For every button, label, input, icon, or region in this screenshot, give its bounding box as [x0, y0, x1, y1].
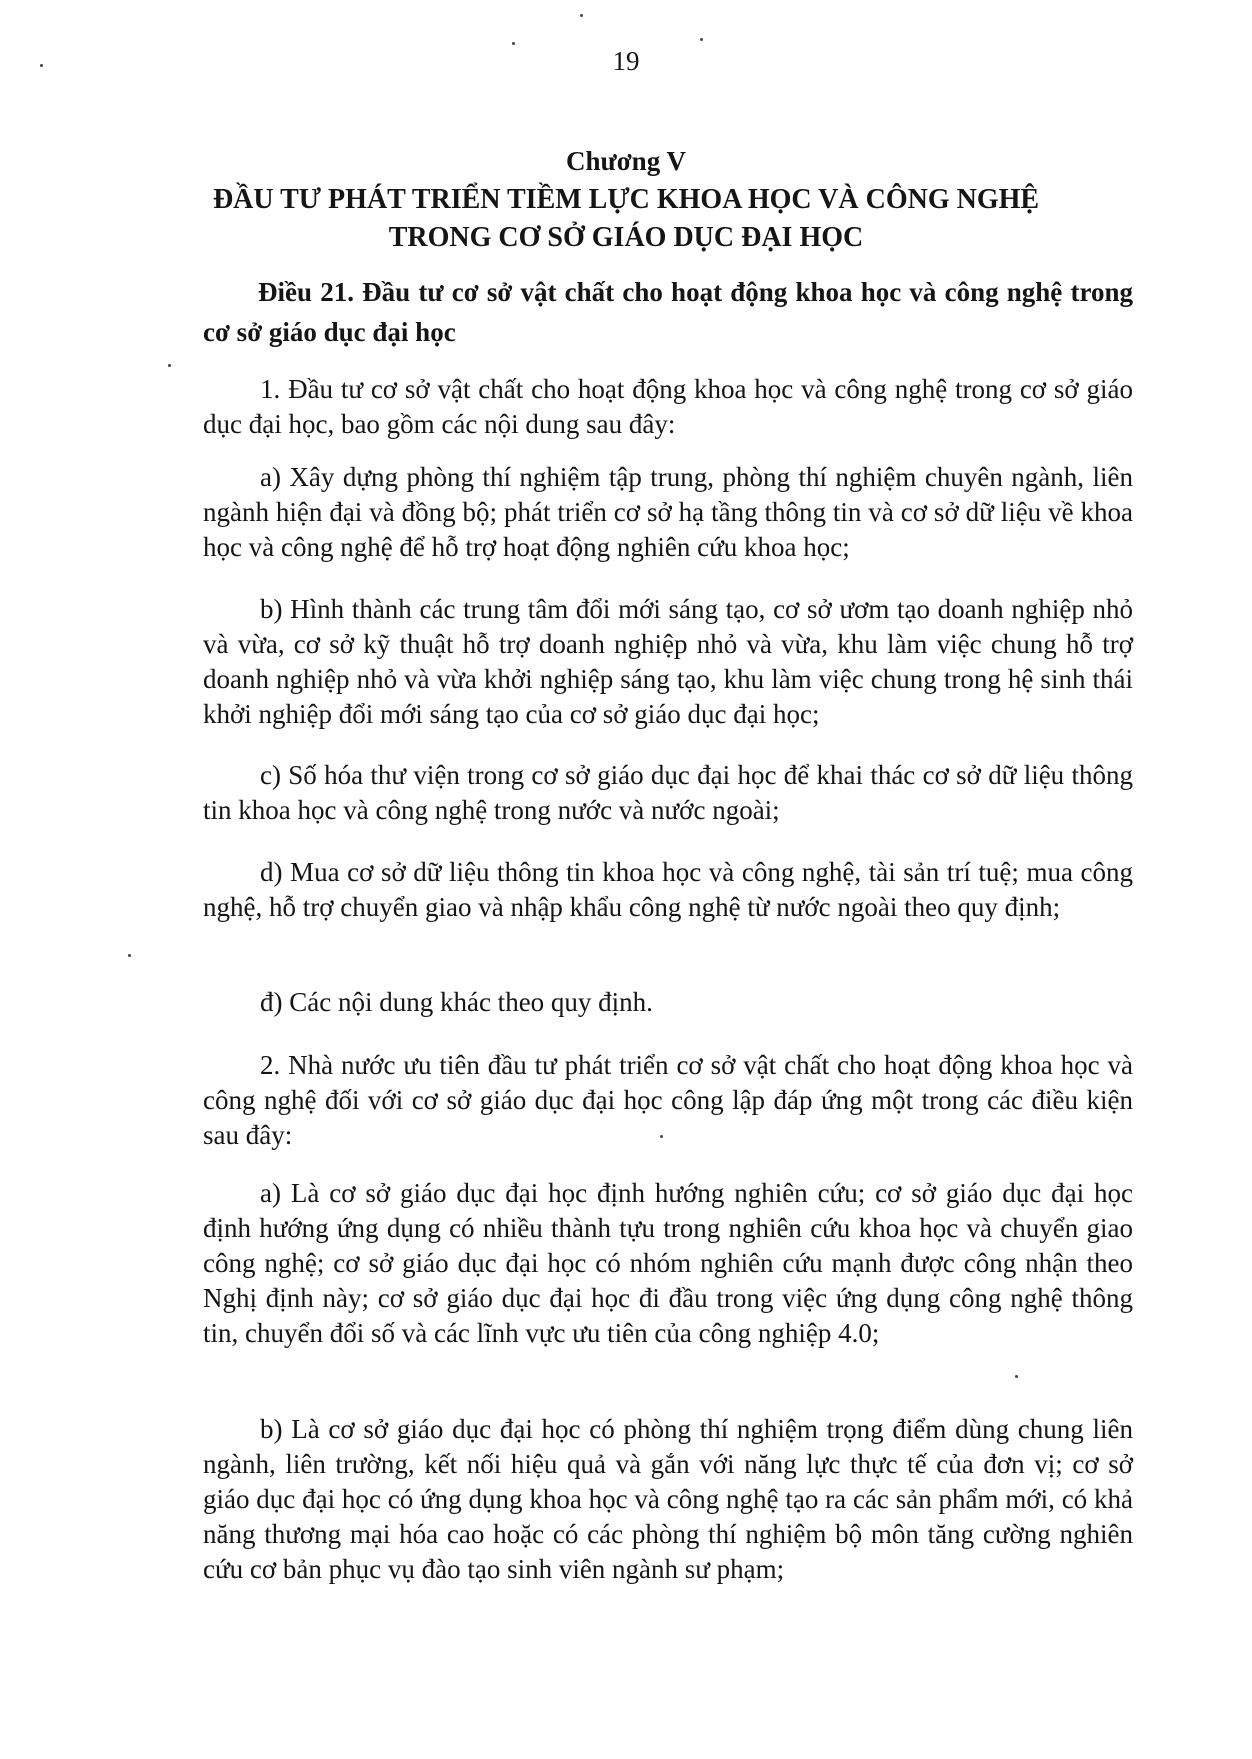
page-number: 19: [612, 46, 640, 76]
paragraph-1: 1. Đầu tư cơ sở vật chất cho hoạt động khoa học và công nghệ trong cơ sở giáo dục đại học, bao gồm các nội dung sau đây:: [203, 374, 1133, 439]
scan-speck: [128, 954, 131, 957]
chapter-title: [200, 181, 1052, 257]
chapter-title-line-2: TRONG CƠ SỞ GIÁO DỤC ĐẠI HỌC: [388, 222, 864, 253]
scan-speck: [168, 364, 171, 367]
scan-speck: [580, 14, 583, 17]
article-heading: Điều 21. Đầu tư cơ sở vật chất cho hoạt động khoa học và công nghệ trong cơ sở giáo dục đại học: [203, 277, 1133, 347]
chapter-title-line-1: ĐẦU TƯ PHÁT TRIỂN TIỀM LỰC KHOA HỌC VÀ CÔNG NGHỆ: [212, 184, 1040, 215]
paragraph-2: 2. Nhà nước ưu tiên đầu tư phát triển cơ sở vật chất cho hoạt động khoa học và công nghệ đối với cơ sở giáo dục đại học công lập đáp ứng một trong các điều kiện sau đây:: [203, 1050, 1133, 1150]
scan-speck: [660, 1135, 663, 1138]
paragraph-1dd: đ) Các nội dung khác theo quy định.: [260, 987, 653, 1017]
scan-speck: [1015, 1375, 1018, 1378]
paragraph-1a: a) Xây dựng phòng thí nghiệm tập trung, phòng thí nghiệm chuyên ngành, liên ngành hiện đại và đồng bộ; phát triển cơ sở hạ tầng thông tin và cơ sở dữ liệu về khoa học và công nghệ để hỗ trợ hoạt động nghiên cứu khoa học;: [203, 462, 1133, 562]
paragraph-2b: b) Là cơ sở giáo dục đại học có phòng thí nghiệm trọng điểm dùng chung liên ngành, liên trường, kết nối hiệu quả và gắn với năng lực thực tế của đơn vị; cơ sở giáo dục đại học có ứng dụng khoa học và công nghệ tạo ra các sản phẩm mới, có khả năng thương mại hóa cao hoặc có các phòng thí nghiệm bộ môn tăng cường nghiên cứu cơ bản phục vụ đào tạo sinh viên ngành sư phạm;: [203, 1414, 1133, 1584]
paragraph-1c: c) Số hóa thư viện trong cơ sở giáo dục đại học để khai thác cơ sở dữ liệu thông tin khoa học và công nghệ trong nước và nước ngoài;: [203, 760, 1133, 825]
scan-speck: [40, 64, 43, 67]
paragraph-1d: d) Mua cơ sở dữ liệu thông tin khoa học và công nghệ, tài sản trí tuệ; mua công nghệ, hỗ trợ chuyển giao và nhập khẩu công nghệ từ nước ngoài theo quy định;: [203, 857, 1133, 922]
scan-speck: [700, 38, 703, 41]
chapter-heading: Chương V: [566, 146, 686, 176]
paragraph-2a: a) Là cơ sở giáo dục đại học định hướng nghiên cứu; cơ sở giáo dục đại học định hướng ứng dụng có nhiều thành tựu trong nghiên cứu khoa học và chuyển giao công nghệ; cơ sở giáo dục đại học có nhóm nghiên cứu mạnh được công nhận theo Nghị định này; cơ sở giáo dục đại học đi đầu trong việc ứng dụng công nghệ thông tin, chuyển đổi số và các lĩnh vực ưu tiên của công nghiệp 4.0;: [203, 1178, 1133, 1348]
scan-speck: [512, 42, 515, 45]
paragraph-1b: b) Hình thành các trung tâm đổi mới sáng tạo, cơ sở ươm tạo doanh nghiệp nhỏ và vừa, cơ sở kỹ thuật hỗ trợ doanh nghiệp nhỏ và vừa, khu làm việc chung hỗ trợ doanh nghiệp nhỏ và vừa khởi nghiệp sáng tạo, khu làm việc chung trong hệ sinh thái khởi nghiệp đổi mới sáng tạo của cơ sở giáo dục đại học;: [203, 594, 1133, 729]
